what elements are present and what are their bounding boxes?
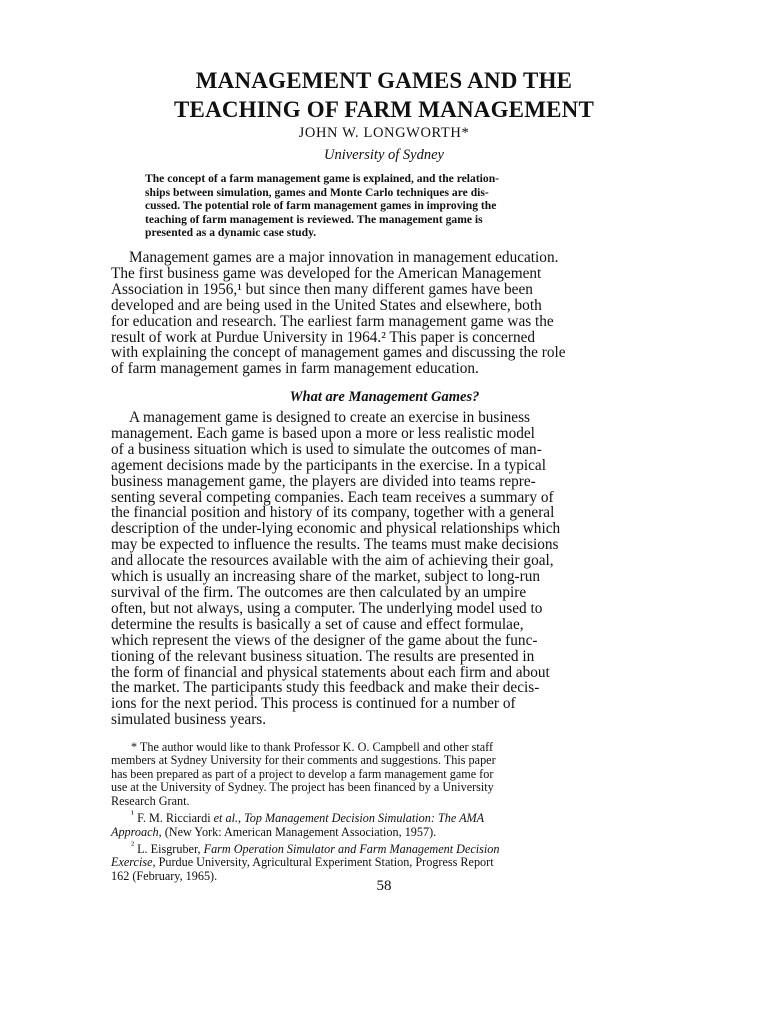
footnote-1-line-1 <box>111 808 658 825</box>
footnotes <box>111 741 658 883</box>
body-line: the market. The participants study this feedback and make their decis- <box>111 679 540 697</box>
section-paragraph <box>111 410 658 728</box>
body-line: survival of the firm. The outcomes are then calculated by an umpire <box>111 583 527 601</box>
body-line: A management game is designed to create an exercise in business <box>129 409 530 426</box>
body-line: The first business game was developed for the American Management <box>111 264 542 282</box>
body-line: business management game, the players are divided into teams repre- <box>111 472 536 490</box>
body-line: for education and research. The earliest farm management game was the <box>111 312 554 330</box>
body-line: may be expected to influence the results. The teams must make decisions <box>111 536 559 554</box>
footnote-1-title: Top Management Decision Simulation: The AMA <box>244 811 485 826</box>
footnote-2-authors: L. Eisgruber, <box>137 841 201 856</box>
body-line: senting several competing companies. Each team receives a summary of <box>111 488 554 506</box>
body-line: which represent the views of the designer of the game about the func- <box>111 631 538 649</box>
body-line: description of the under-lying economic and physical relationships which <box>111 520 561 538</box>
body-line: which is usually an increasing share of the market, subject to long-run <box>111 568 541 586</box>
abstract-line: teaching of farm management is reviewed. The management game is <box>145 212 483 226</box>
footnote-2-title-cont: Exercise, <box>111 855 156 870</box>
abstract-line: The concept of a farm management game is explained, and the relation- <box>145 172 500 185</box>
author-name: JOHN W. LONGWORTH* <box>298 125 470 141</box>
article-title-line-1: MANAGEMENT GAMES AND THE <box>195 68 573 93</box>
footnote-1-etal: et al., <box>213 811 242 826</box>
footnote-2-line-2 <box>111 856 658 869</box>
body-line: of a business situation which is used to simulate the outcomes of man- <box>111 440 542 458</box>
footnote-2-title: Farm Operation Simulator and Farm Management Decision <box>203 841 500 856</box>
footnote-2-line-1 <box>111 839 658 856</box>
footnote-1-title-cont: Approach, <box>111 824 162 839</box>
body-line: often, but not always, using a computer. The underlying model used to <box>111 599 543 617</box>
body-line: and allocate the resources available with the aim of achieving their goal, <box>111 552 554 570</box>
footnote-1-publisher: (New York: American Management Association, 1957). <box>164 824 437 839</box>
body-line: with explaining the concept of management games and discussing the role <box>111 344 566 362</box>
footnote-2-marker: ² <box>131 839 135 851</box>
footnote-1-line-2 <box>111 826 658 839</box>
body-line: ions for the next period. This process is continued for a number of <box>111 695 516 713</box>
footnote-2-line-3: 162 (February, 1965). <box>111 868 218 883</box>
footnote-star-line: has been prepared as part of a project to develop a farm management game for <box>111 766 494 781</box>
abstract-line: ships between simulation, games and Monte Carlo techniques are dis- <box>145 185 489 199</box>
footnote-2-publisher: Purdue University, Agricultural Experiment Station, Progress Report <box>158 855 494 870</box>
abstract-line: cussed. The potential role of farm management games in improving the <box>145 199 497 212</box>
footnote-star-line: Research Grant. <box>111 793 190 808</box>
body-line: the form of financial and physical statements about each firm and about <box>111 663 550 681</box>
article-title <box>110 66 658 124</box>
body-line: determine the results is basically a set of cause and effect formulae, <box>111 615 524 633</box>
footnote-star-line: * The author would like to thank Professor K. O. Campbell and other staff <box>131 740 494 754</box>
abstract-line: presented as a dynamic case study. <box>145 226 317 239</box>
body-line: developed and are being used in the United States and elsewhere, both <box>111 296 542 314</box>
body-line: result of work at Purdue University in 1964.² This paper is concerned <box>111 328 536 346</box>
body-line: management. Each game is based upon a more or less realistic model <box>111 424 535 442</box>
body-line: of farm management games in farm management education. <box>111 360 479 378</box>
body-line: the financial position and history of its company, together with a general <box>111 504 555 522</box>
body-line: Association in 1956,¹ but since then many different games have been <box>111 280 533 298</box>
footnote-1-authors: F. M. Ricciardi <box>137 811 211 826</box>
intro-paragraph <box>111 250 658 377</box>
abstract <box>145 172 627 240</box>
footnote-star-line: members at Sydney University for their comments and suggestions. This paper <box>111 753 496 768</box>
author-affiliation: University of Sydney <box>324 147 444 163</box>
body-line: Management games are a major innovation in management education. <box>129 249 559 266</box>
footnote-star-line: use at the University of Sydney. The project has been financed by a University <box>111 780 494 795</box>
section-heading: What are Management Games? <box>289 389 480 405</box>
article-title-line-2: TEACHING OF FARM MANAGEMENT <box>173 97 595 122</box>
footnote-1-marker: ¹ <box>131 809 135 821</box>
body-line: simulated business years. <box>111 711 267 729</box>
body-line: agement decisions made by the participants in the exercise. In a typical <box>111 456 546 474</box>
body-line: tioning of the relevant business situation. The results are presented in <box>111 647 535 665</box>
page-number: 58 <box>376 878 392 894</box>
